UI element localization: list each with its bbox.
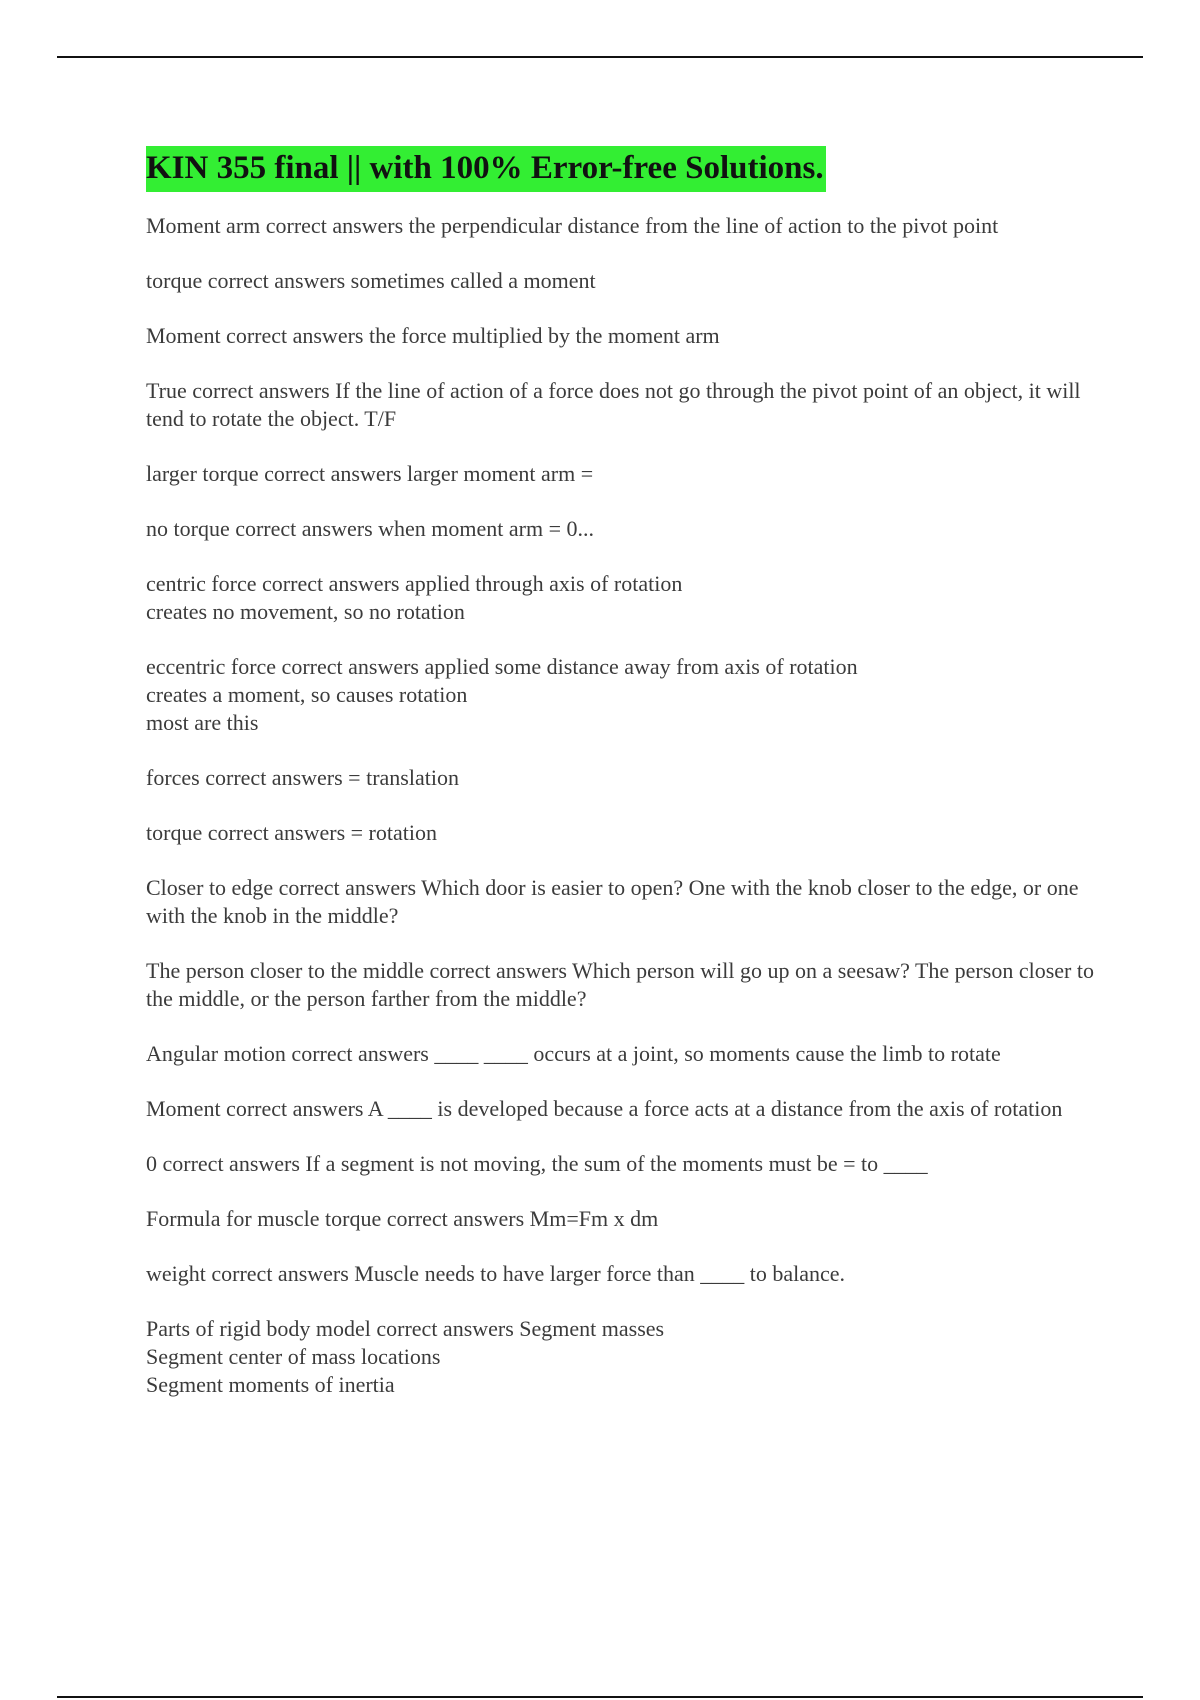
qa-entry-eccentric-force: eccentric force correct answers applied some distance away from axis of rotation creates a moment, so causes rotation most are this xyxy=(146,654,858,735)
qa-entry-moment-developed: Moment correct answers A ____ is developed because a force acts at a distance from the axis of rotation xyxy=(146,1096,1063,1121)
document-body xyxy=(146,146,1106,1426)
bottom-rule xyxy=(57,1696,1143,1698)
qa-entry-torque: torque correct answers sometimes called a moment xyxy=(146,268,596,293)
qa-entry-seesaw: The person closer to the middle correct answers Which person will go up on a seesaw? The person closer to the middle, or the person farther from the middle? xyxy=(146,958,1100,1011)
qa-list xyxy=(146,212,1106,1399)
qa-entry-zero-sum: 0 correct answers If a segment is not moving, the sum of the moments must be = to ____ xyxy=(146,1151,928,1176)
qa-entry-weight: weight correct answers Muscle needs to have larger force than ____ to balance. xyxy=(146,1261,846,1286)
qa-entry-muscle-torque-formula: Formula for muscle torque correct answers Mm=Fm x dm xyxy=(146,1206,659,1231)
qa-entry-angular-motion: Angular motion correct answers ____ ____ occurs at a joint, so moments cause the limb to rotate xyxy=(146,1041,1001,1066)
qa-entry-moment-arm: Moment arm correct answers the perpendicular distance from the line of action to the pivot point xyxy=(146,213,999,238)
qa-entry-torque-rotation: torque correct answers = rotation xyxy=(146,820,437,845)
qa-entry-moment: Moment correct answers the force multiplied by the moment arm xyxy=(146,323,720,348)
top-rule xyxy=(57,56,1143,58)
qa-entry-centric-force: centric force correct answers applied through axis of rotation creates no movement, so no rotation xyxy=(146,571,683,624)
document-title: KIN 355 final || with 100% Error-free Solutions. xyxy=(146,146,826,192)
qa-entry-forces: forces correct answers = translation xyxy=(146,765,459,790)
qa-entry-true: True correct answers If the line of action of a force does not go through the pivot point of an object, it will tend to rotate the object. T/F xyxy=(146,378,1087,431)
qa-entry-rigid-body: Parts of rigid body model correct answers Segment masses Segment center of mass locations Segment moments of inertia xyxy=(146,1316,665,1397)
qa-entry-no-torque: no torque correct answers when moment arm = 0... xyxy=(146,516,594,541)
qa-entry-larger-torque: larger torque correct answers larger moment arm = xyxy=(146,461,594,486)
qa-entry-door: Closer to edge correct answers Which door is easier to open? One with the knob closer to the edge, or one with the knob in the middle? xyxy=(146,875,1084,928)
